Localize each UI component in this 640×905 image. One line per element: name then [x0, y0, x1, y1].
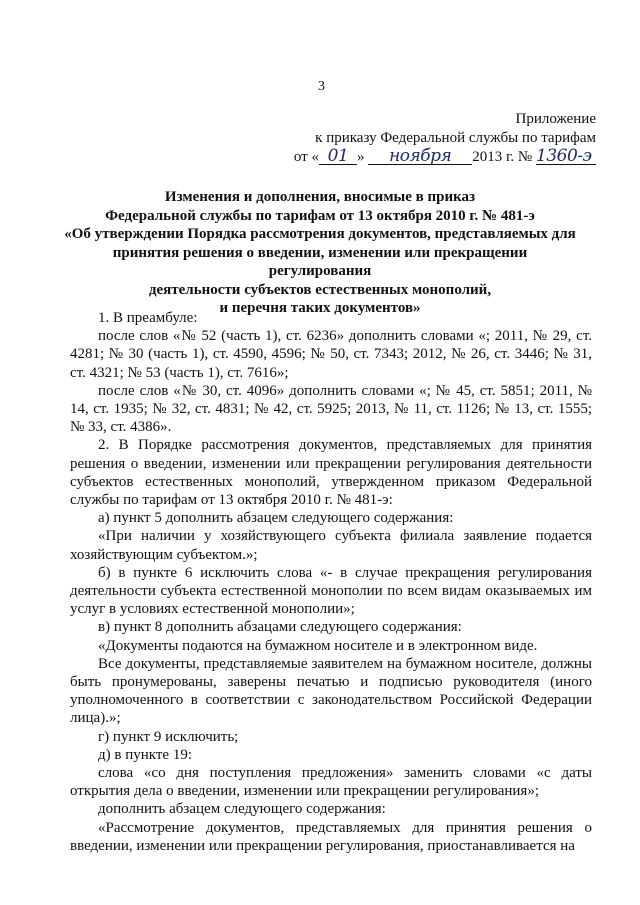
title-line-3: «Об утверждении Порядка рассмотрения документов, представляемых для: [64, 226, 576, 242]
date-day-handwritten: 01: [319, 148, 357, 165]
title-line-1: Изменения и дополнения, вносимые в приказ: [164, 189, 476, 205]
title-line-4: принятия решения о введении, изменении или прекращении регулирования: [112, 244, 528, 279]
appendix-date-line: [294, 148, 596, 167]
title-line-2: Федеральной службы по тарифам от 13 октября 2010 г. № 481-э: [105, 207, 535, 224]
paragraph-15: «Рассмотрение документов, представляемых для принятия решения о введении, изменении или прекращении регулирования, приостанавливается на: [70, 819, 592, 854]
date-month-handwritten: ноября: [368, 148, 472, 165]
paragraph-5: а) пункт 5 дополнить абзацем следующего содержания:: [98, 510, 454, 527]
paragraph-11: г) пункт 9 исключить;: [98, 728, 239, 745]
paragraph-12: д) в пункте 19:: [98, 746, 192, 763]
appendix-order-reference: к приказу Федеральной службы по тарифам: [315, 130, 596, 146]
title-line-5: деятельности субъектов естественных монополий,: [148, 281, 492, 298]
paragraph-6: «При наличии у хозяйствующего субъекта филиала заявление подается хозяйствующим субъектом.»;: [70, 528, 592, 563]
paragraph-9: «Документы подаются на бумажном носителе и в электронном виде.: [98, 637, 538, 654]
paragraph-8: в) пункт 8 дополнить абзацами следующего содержания:: [98, 619, 462, 636]
date-mid: »: [356, 149, 365, 165]
appendix-header: [294, 110, 596, 167]
order-number-handwritten: 1360-э: [536, 148, 596, 165]
page-number: 3: [318, 79, 325, 94]
paragraph-3: после слов «№ 30, ст. 4096» дополнить словами «; № 45, ст. 5851; 2011, № 14, ст. 1935; № 32, ст. 4831; № 42, ст. 5925; 2013, № 11, ст. 1126; № 13, ст. 1555; № 33, ст. 4386».: [70, 382, 592, 436]
appendix-label: Приложение: [515, 111, 596, 127]
paragraph-4: 2. В Порядке рассмотрения документов, представляемых для принятия решения о введении, изменении или прекращении регулирования деятельности субъектов естественных монополий, утвержденном приказом Федеральной службы по тарифам от 13 октября 2010 г. № 481-э:: [70, 437, 592, 509]
title-line-6: и перечня таких документов»: [219, 300, 421, 316]
paragraph-1: 1. В преамбуле:: [98, 310, 198, 326]
document-title: [60, 188, 580, 318]
paragraph-10: Все документы, представляемые заявителем на бумажном носителе, должны быть пронумерованы, заверены печатью и подписью руководителя (иного уполномоченного в соответствии с законодательством Российской Федерации лица).»;: [70, 655, 592, 727]
date-prefix: от «: [293, 149, 319, 165]
paragraph-14: дополнить абзацем следующего содержания:: [98, 801, 386, 818]
paragraph-13: слова «со дня поступления предложения» заменить словами «с даты открытия дела о введении, изменении или прекращении регулирования»;: [70, 765, 592, 800]
document-body: [70, 309, 592, 855]
paragraph-7: б) в пункте 6 исключить слова «- в случае прекращения регулирования деятельности субъекта естественной монополии по всем видам оказываемых им услуг в условиях естественной монополии»;: [70, 564, 592, 618]
date-year: 2013 г. №: [472, 149, 533, 165]
paragraph-2: после слов «№ 52 (часть 1), ст. 6236» дополнить словами «; 2011, № 29, ст. 4281; № 30 (часть 1), ст. 4590, 4596; № 50, ст. 7343; 2012, № 26, ст. 3446; № 31, ст. 4321; № 53 (часть 1), ст. 7616»;: [70, 328, 592, 381]
